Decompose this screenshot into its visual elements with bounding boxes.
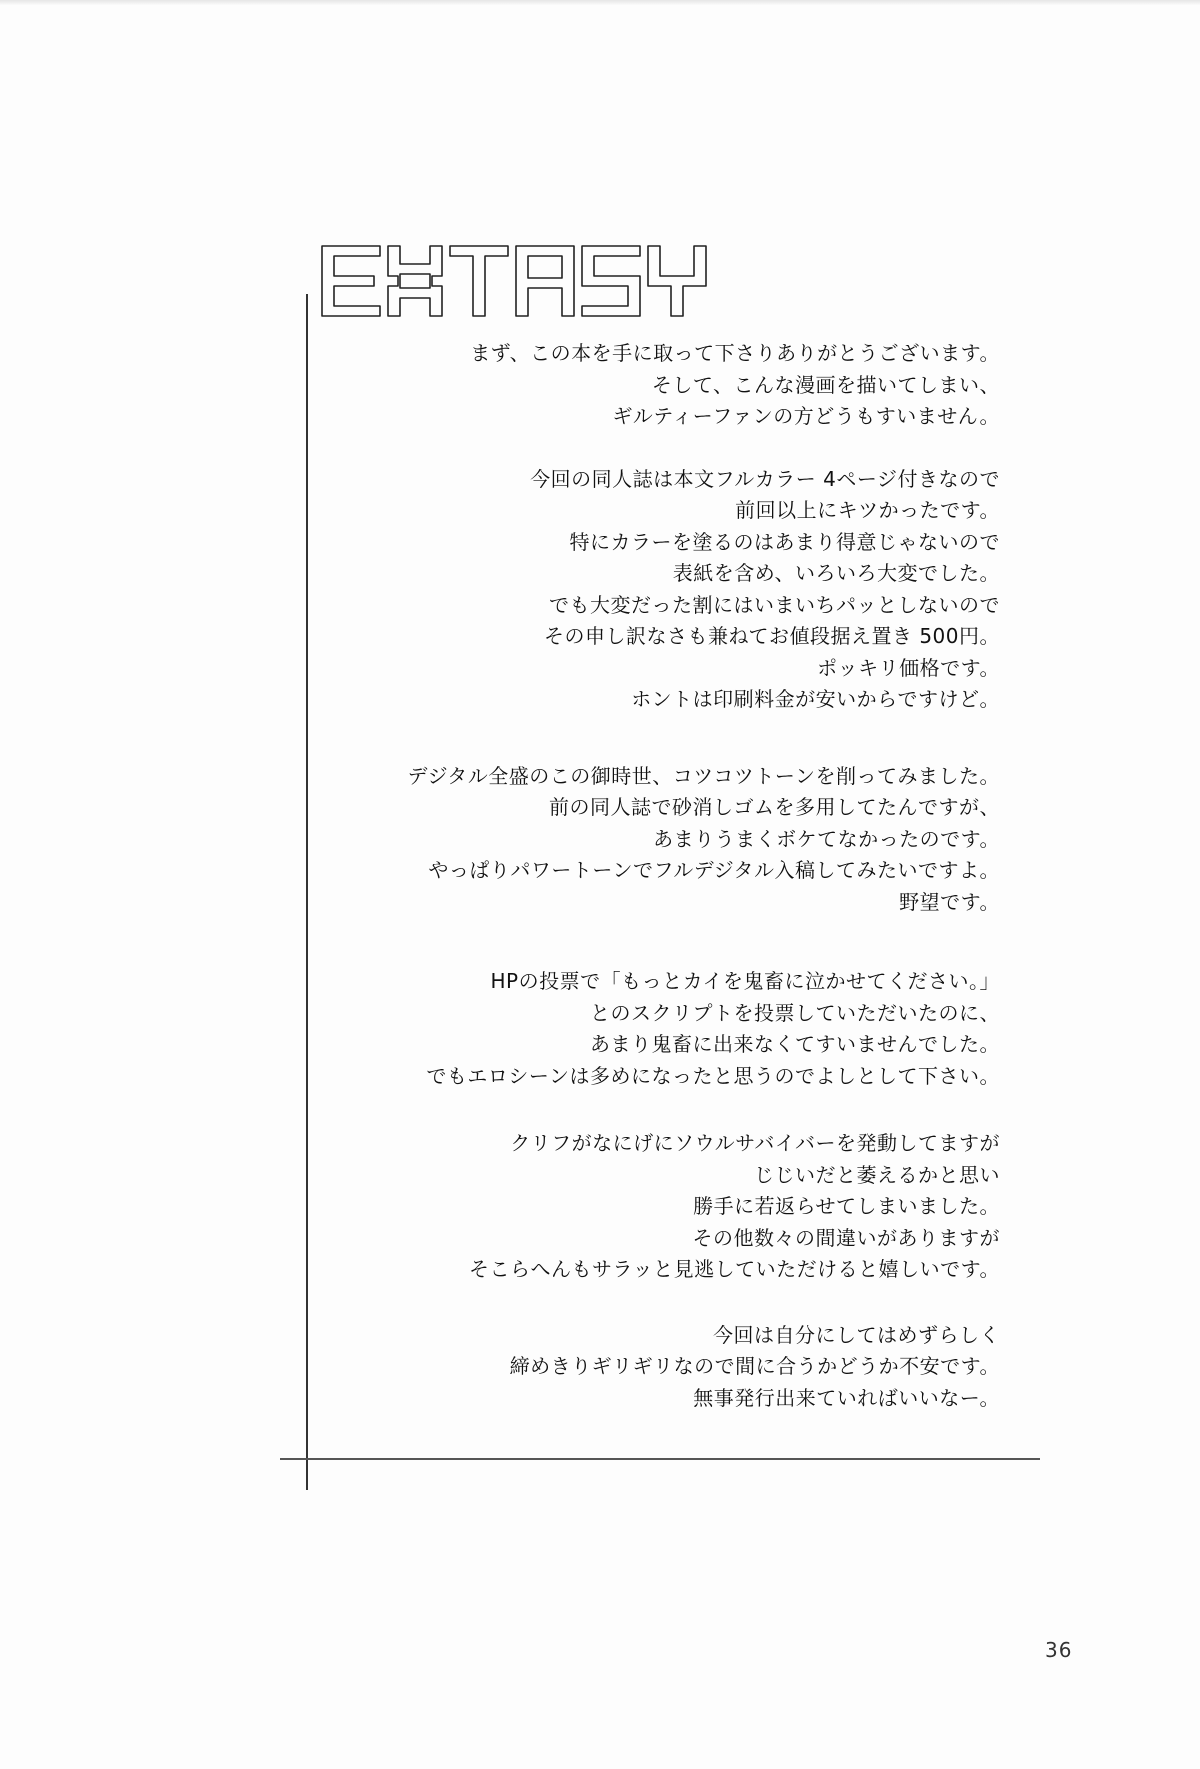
text-line: 今回は自分にしてはめずらしく	[713, 1322, 1000, 1347]
text-line: クリフがなにげにソウルサバイバーを発動してますが	[510, 1131, 1000, 1155]
text-line: 特にカラーを塗るのはあまり得意じゃないので	[569, 529, 1000, 554]
paragraph-4	[280, 966, 1000, 1092]
paragraph-3	[280, 761, 1000, 919]
text-line: 締めきりギリギリなので間に合うかどうか不安です。	[509, 1354, 1000, 1378]
title-logo	[318, 242, 768, 320]
paragraph-2	[280, 464, 1000, 716]
text-line: その申し訳なさも兼ねてお値段据え置き 500円。	[543, 624, 1000, 648]
text-line: まず、この本を手に取って下さりありがとうございます。	[470, 341, 1000, 365]
text-line: 勝手に若返らせてしまいました。	[693, 1194, 1000, 1218]
paragraph-6	[280, 1320, 1000, 1415]
text-line: とのスクリプトを投票していただいたのに、	[590, 1000, 1000, 1025]
page-edge	[0, 0, 1200, 6]
text-line: そこらへんもサラッと見逃していただけると嬉しいです。	[469, 1257, 1000, 1281]
title-logo-art	[318, 242, 768, 320]
frame-horizontal-rule	[280, 1458, 1040, 1460]
text-line: ポッキリ価格です。	[817, 655, 1000, 680]
afterword-text	[280, 338, 1000, 1414]
page-number: 36	[1045, 1638, 1073, 1662]
text-line: デジタル全盛のこの御時世、コツコツトーンを削ってみました。	[407, 763, 1000, 788]
text-line: HPの投票で「もっとカイを鬼畜に泣かせてください。」	[490, 969, 1000, 993]
text-line: 表紙を含め、いろいろ大変でした。	[672, 561, 1000, 585]
text-line: ギルティーファンの方どうもすいません。	[612, 404, 1000, 428]
text-line: 無事発行出来ていればいいなー。	[693, 1385, 1000, 1410]
text-line: でも大変だった割にはいまいちパッとしないので	[549, 592, 1000, 617]
text-line: あまりうまくボケてなかったのです。	[653, 826, 1000, 851]
text-line: そして、こんな漫画を描いてしまい、	[651, 372, 1000, 397]
text-line: その他数々の間違いがありますが	[692, 1225, 1000, 1250]
text-line: でもエロシーンは多めになったと思うのでよしとして下さい。	[426, 1063, 1000, 1088]
paragraph-5	[280, 1128, 1000, 1286]
text-line: ホントは印刷料金が安いからですけど。	[631, 687, 1000, 711]
text-line: 前回以上にキツかったです。	[735, 498, 1000, 522]
text-line: 野望です。	[899, 889, 1000, 914]
text-line: あまり鬼畜に出来なくてすいませんでした。	[590, 1032, 1000, 1056]
paragraph-1	[280, 338, 1000, 433]
text-line: やっぱりパワートーンでフルデジタル入稿してみたいですよ。	[428, 858, 1000, 882]
text-line: 前の同人誌で砂消しゴムを多用してたんですが、	[549, 795, 1000, 819]
text-line: 今回の同人誌は本文フルカラー 4ページ付きなので	[530, 466, 1000, 491]
text-line: じじいだと萎えるかと思い	[754, 1162, 1000, 1187]
